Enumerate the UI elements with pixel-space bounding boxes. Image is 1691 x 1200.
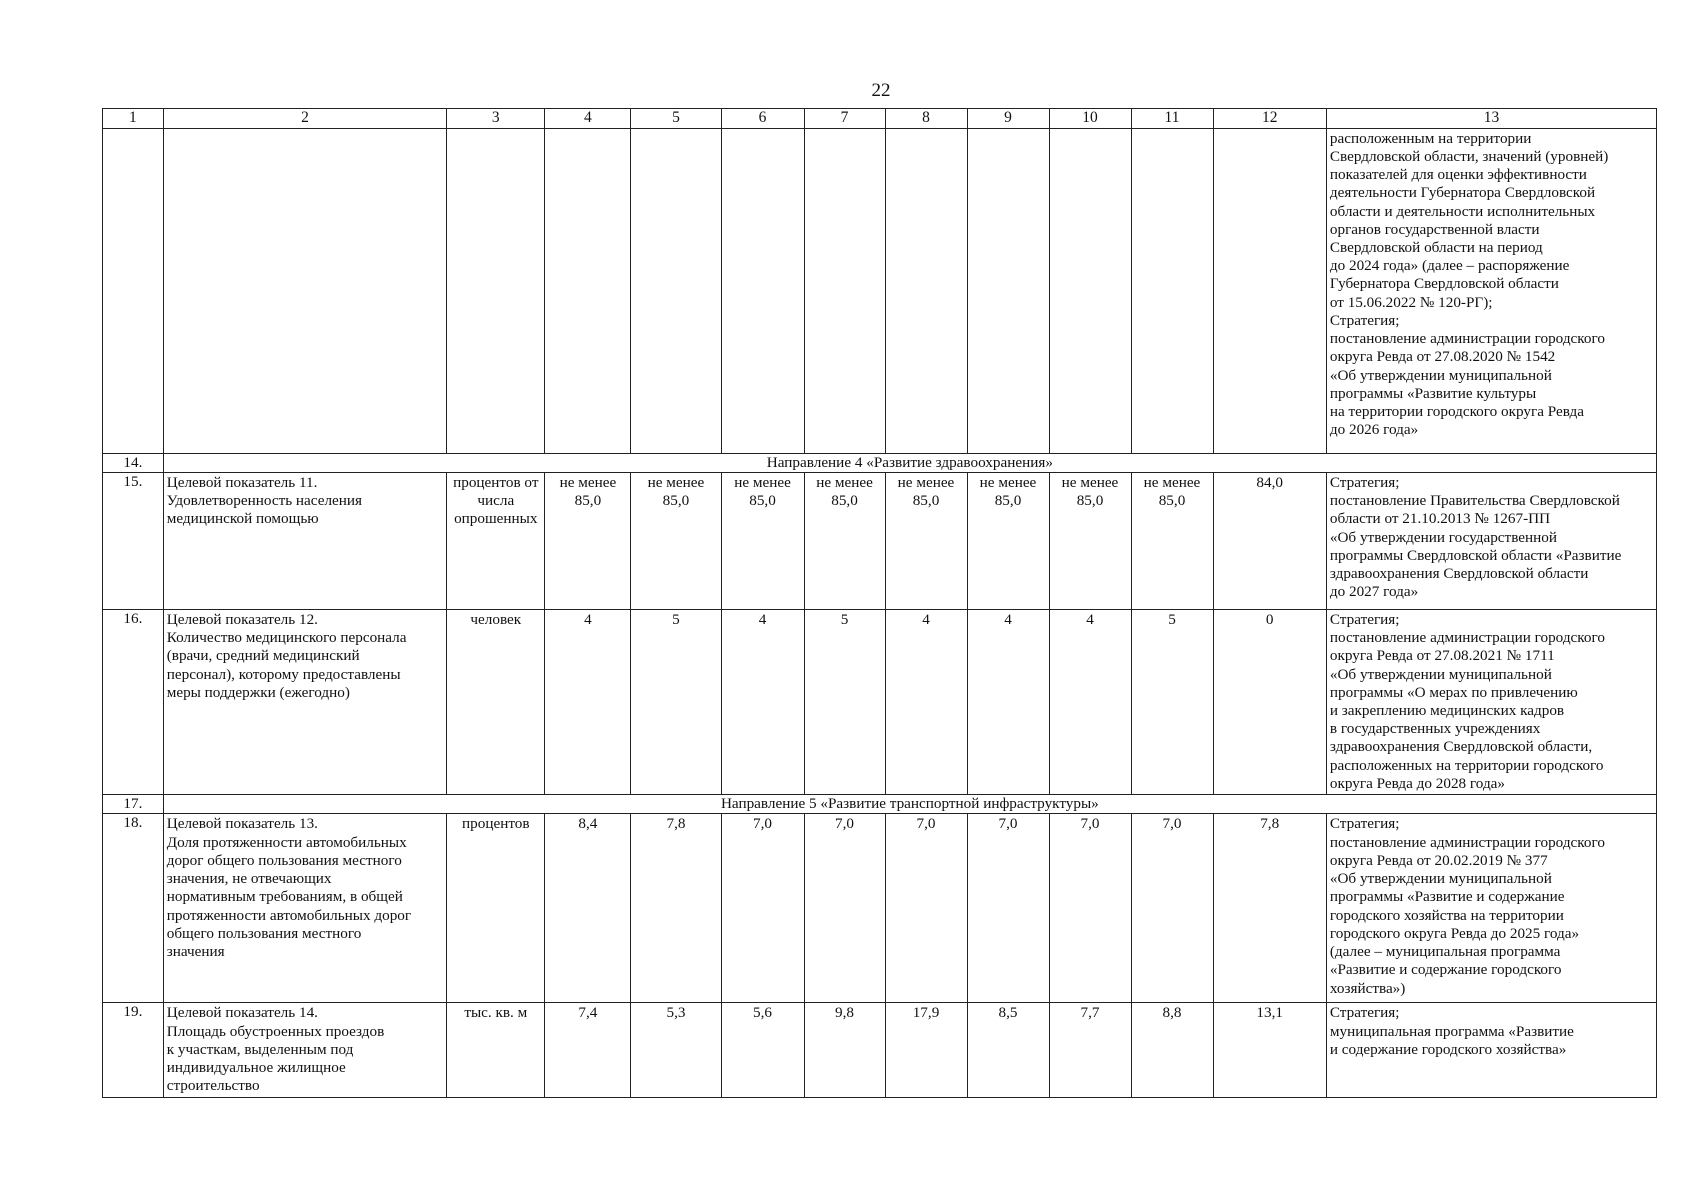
column-header: 6 <box>721 109 804 129</box>
indicator-line: Целевой показатель 12. <box>166 610 318 628</box>
value-cell <box>545 472 631 609</box>
source-cell <box>1326 609 1656 794</box>
source-line: до 2024 года» (далее – распоряжение <box>1329 257 1570 275</box>
value-qualifier: не менее <box>1143 473 1201 491</box>
table-row <box>103 472 1657 609</box>
value: 85,0 <box>912 492 940 510</box>
source-line: Стратегия; <box>1329 1004 1400 1022</box>
indicator-line: Целевой показатель 14. <box>166 1004 318 1022</box>
row-number: 16. <box>103 609 164 794</box>
value: 85,0 <box>749 492 776 510</box>
empty-cell <box>163 128 446 453</box>
source-line: постановление администрации городского <box>1329 330 1605 348</box>
indicator-line: медицинской помощью <box>166 510 319 528</box>
indicator-line: (врачи, средний медицинский <box>166 647 360 665</box>
source-line: Стратегия; <box>1329 610 1400 628</box>
column-header: 13 <box>1326 109 1656 129</box>
row-number: 18. <box>103 814 164 1003</box>
column-header: 5 <box>631 109 721 129</box>
source-line: и содержание городского хозяйства» <box>1329 1040 1567 1058</box>
value-qualifier: не менее <box>979 473 1037 491</box>
value-cell: 7,7 <box>1049 1003 1131 1097</box>
table-row <box>103 1003 1657 1097</box>
empty-cell <box>885 128 967 453</box>
source-line: Стратегия; <box>1329 311 1400 329</box>
value-cell: 7,0 <box>967 814 1049 1003</box>
source-line: здравоохранения Свердловской области, <box>1329 738 1593 756</box>
value: 85,0 <box>1076 492 1104 510</box>
row-number: 15. <box>103 472 164 609</box>
value-cell: 7,0 <box>885 814 967 1003</box>
value: 85,0 <box>1158 492 1186 510</box>
value-cell: 5 <box>631 609 721 794</box>
value: 85,0 <box>574 492 602 510</box>
source-line: области и деятельности исполнительных <box>1329 202 1596 220</box>
source-line: Стратегия; <box>1329 473 1400 491</box>
source-line: «Об утверждении муниципальной <box>1329 665 1552 683</box>
source-line: Свердловской области, значений (уровней) <box>1329 147 1609 165</box>
indicators-table <box>102 108 1657 1098</box>
source-line: округа Ревда от 27.08.2021 № 1711 <box>1329 647 1555 665</box>
value-cell: 7,0 <box>804 814 885 1003</box>
source-line: программы Свердловской области «Развитие <box>1329 546 1622 564</box>
value-cell <box>967 472 1049 609</box>
value-cell: 7,0 <box>1049 814 1131 1003</box>
source-line: программы «О мерах по привлечению <box>1329 683 1578 701</box>
source-line: «Об утверждении муниципальной <box>1329 870 1552 888</box>
value: 85,0 <box>994 492 1022 510</box>
empty-cell <box>103 128 164 453</box>
indicator-line: нормативным требованиям, в общей <box>166 888 403 906</box>
value-cell: 7,8 <box>631 814 721 1003</box>
source-line: постановление администрации городского <box>1329 629 1605 647</box>
row-number: 14. <box>103 453 164 472</box>
section-title: Направление 5 «Развитие транспортной инфраструктуры» <box>163 795 1656 814</box>
source-line: на территории городского округа Ревда <box>1329 403 1584 421</box>
column-header: 11 <box>1131 109 1213 129</box>
value-cell: 4 <box>721 609 804 794</box>
source-cell <box>1326 128 1656 453</box>
value-cell <box>721 472 804 609</box>
indicator-line: значения, не отвечающих <box>166 870 332 888</box>
row-number: 19. <box>103 1003 164 1097</box>
source-line: городского хозяйства на территории <box>1329 906 1564 924</box>
value-cell: 4 <box>545 609 631 794</box>
value-cell: 5,6 <box>721 1003 804 1097</box>
empty-cell <box>1213 128 1326 453</box>
empty-cell <box>1131 128 1213 453</box>
value-cell: 0 <box>1213 609 1326 794</box>
source-line: и закреплению медицинских кадров <box>1329 702 1565 719</box>
empty-cell <box>967 128 1049 453</box>
value-cell <box>1131 472 1213 609</box>
value-qualifier: не менее <box>1061 473 1119 491</box>
indicator-line: Количество медицинского персонала <box>166 629 407 647</box>
unit-cell: тыс. кв. м <box>447 1003 545 1097</box>
column-header: 4 <box>545 109 631 129</box>
source-line: до 2026 года» <box>1329 421 1419 439</box>
source-line: городского округа Ревда до 2025 года» <box>1329 924 1580 942</box>
source-line: в государственных учреждениях <box>1329 720 1541 738</box>
source-line: расположенным на территории <box>1329 129 1532 147</box>
value-cell <box>631 472 721 609</box>
value-cell: 4 <box>885 609 967 794</box>
indicator-line: Целевой показатель 13. <box>166 815 318 833</box>
column-header: 10 <box>1049 109 1131 129</box>
value-qualifier: не менее <box>734 473 791 491</box>
indicator-cell <box>163 609 446 794</box>
source-line: округа Ревда до 2028 года» <box>1329 774 1506 792</box>
column-header: 1 <box>103 109 164 129</box>
source-line: Свердловской области на период <box>1329 239 1543 256</box>
value-cell: 17,9 <box>885 1003 967 1097</box>
value-cell: 8,5 <box>967 1003 1049 1097</box>
section-row <box>103 453 1657 472</box>
source-line: «Об утверждении муниципальной <box>1329 366 1552 384</box>
source-line: постановление Правительства Свердловской <box>1329 492 1620 510</box>
section-row <box>103 795 1657 814</box>
indicator-line: Доля протяженности автомобильных <box>166 833 407 851</box>
source-line: деятельности Губернатора Свердловской <box>1329 184 1596 202</box>
indicator-line: к участкам, выделенным под <box>166 1040 354 1058</box>
value-qualifier: не менее <box>647 473 705 491</box>
table-row-continued <box>103 128 1657 453</box>
column-header: 3 <box>447 109 545 129</box>
empty-cell <box>804 128 885 453</box>
value-cell: 84,0 <box>1213 472 1326 609</box>
value-cell: 7,8 <box>1213 814 1326 1003</box>
column-header: 12 <box>1213 109 1326 129</box>
indicator-cell <box>163 814 446 1003</box>
value-cell: 8,4 <box>545 814 631 1003</box>
indicator-line: дорог общего пользования местного <box>166 851 402 869</box>
indicator-line: Площадь обустроенных проездов <box>166 1022 385 1040</box>
indicator-line: индивидуальное жилищное <box>166 1059 346 1077</box>
value-cell: 7,4 <box>545 1003 631 1097</box>
unit-line: числа <box>477 492 515 510</box>
unit-line: опрошенных <box>454 510 538 528</box>
source-line: расположенных на территории городского <box>1329 756 1604 774</box>
table-row <box>103 814 1657 1003</box>
column-number-row <box>103 109 1657 129</box>
source-line: органов государственной власти <box>1329 220 1540 238</box>
source-line: Стратегия; <box>1329 815 1400 833</box>
source-line: «Развитие и содержание городского <box>1329 961 1562 979</box>
value-qualifier: не менее <box>559 473 617 491</box>
unit-cell <box>447 472 545 609</box>
source-line: Губернатора Свердловской области <box>1329 275 1559 293</box>
source-cell <box>1326 1003 1656 1097</box>
column-header: 2 <box>163 109 446 129</box>
table-row <box>103 609 1657 794</box>
column-header: 9 <box>967 109 1049 129</box>
value-cell <box>885 472 967 609</box>
value: 85,0 <box>831 492 858 510</box>
indicator-line: протяженности автомобильных дорог <box>166 906 412 924</box>
value-cell: 8,8 <box>1131 1003 1213 1097</box>
section-title: Направление 4 «Развитие здравоохранения» <box>163 453 1656 472</box>
indicator-cell <box>163 472 446 609</box>
source-line: показателей для оценки эффективности <box>1329 166 1587 184</box>
value-cell: 5,3 <box>631 1003 721 1097</box>
indicator-line: значения <box>166 943 225 961</box>
unit-cell: процентов <box>447 814 545 1003</box>
empty-cell <box>447 128 545 453</box>
source-line: постановление администрации городского <box>1329 833 1605 851</box>
source-line: хозяйства») <box>1329 979 1406 997</box>
value-cell: 4 <box>967 609 1049 794</box>
indicator-line: Целевой показатель 11. <box>166 473 318 491</box>
indicator-line: меры поддержки (ежегодно) <box>166 683 350 701</box>
source-line: здравоохранения Свердловской области <box>1329 565 1589 582</box>
source-line: программы «Развитие и содержание <box>1329 888 1565 906</box>
indicator-line: персонал), которому предоставлены <box>166 665 401 683</box>
value-cell <box>804 472 885 609</box>
source-line: области от 21.10.2013 № 1267-ПП <box>1329 510 1551 528</box>
unit-line: процентов от <box>453 473 539 491</box>
indicator-line: общего пользования местного <box>166 924 362 942</box>
source-line: муниципальная программа «Развитие <box>1329 1022 1574 1040</box>
column-header: 8 <box>885 109 967 129</box>
source-line: (далее – муниципальная программа <box>1329 943 1561 961</box>
value-cell <box>1049 472 1131 609</box>
source-line: «Об утверждении государственной <box>1329 528 1557 546</box>
value-cell: 5 <box>1131 609 1213 794</box>
source-cell <box>1326 814 1656 1003</box>
value-cell: 13,1 <box>1213 1003 1326 1097</box>
empty-cell <box>721 128 804 453</box>
indicator-cell <box>163 1003 446 1097</box>
row-number: 17. <box>103 795 164 814</box>
value-cell: 4 <box>1049 609 1131 794</box>
value-cell: 5 <box>804 609 885 794</box>
value-cell: 7,0 <box>721 814 804 1003</box>
value-qualifier: не менее <box>816 473 873 491</box>
column-header: 7 <box>804 109 885 129</box>
source-line: от 15.06.2022 № 120-РГ); <box>1329 293 1493 311</box>
source-line: округа Ревда от 27.08.2020 № 1542 <box>1329 348 1556 366</box>
source-cell <box>1326 472 1656 609</box>
value-qualifier: не менее <box>897 473 955 491</box>
source-line: до 2027 года» <box>1329 583 1419 601</box>
source-line: программы «Развитие культуры <box>1329 384 1537 402</box>
unit-cell: человек <box>447 609 545 794</box>
empty-cell <box>631 128 721 453</box>
value-cell: 9,8 <box>804 1003 885 1097</box>
empty-cell <box>1049 128 1131 453</box>
page-number: 22 <box>871 80 891 101</box>
value: 85,0 <box>662 492 690 510</box>
indicator-line: строительство <box>166 1077 260 1095</box>
indicator-line: Удовлетворенность населения <box>166 492 363 510</box>
empty-cell <box>545 128 631 453</box>
source-line: округа Ревда от 20.02.2019 № 377 <box>1329 851 1548 869</box>
value-cell: 7,0 <box>1131 814 1213 1003</box>
